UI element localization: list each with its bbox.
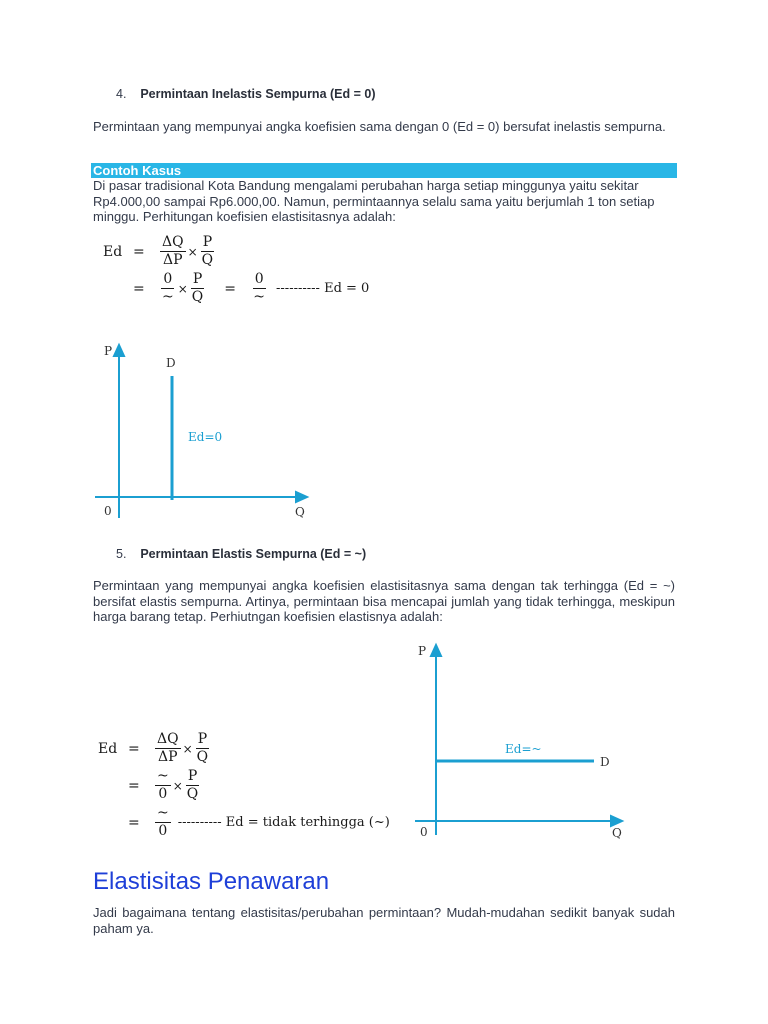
p-axis-label: P: [418, 644, 427, 658]
section-5-title: Permintaan Elastis Sempurna (Ed = ~): [140, 547, 367, 561]
formula-1-eq-3: =: [224, 280, 237, 297]
denominator: 0: [158, 786, 168, 802]
origin-label: 0: [104, 504, 112, 518]
denominator: Q: [191, 289, 204, 305]
denominator: Q: [201, 252, 214, 268]
elasticity-label: Ed=0: [188, 430, 223, 444]
formula-2-eq-2: =: [128, 777, 140, 794]
denominator: ΔP: [163, 252, 183, 268]
section-5-heading: [116, 547, 366, 561]
curve-label: D: [600, 755, 610, 769]
denominator: ~: [162, 289, 174, 305]
numerator: P: [202, 234, 213, 250]
denominator: Q: [196, 749, 209, 765]
elasticity-label: Ed=~: [505, 742, 542, 756]
numerator: P: [187, 768, 198, 784]
section-5-number: 5.: [116, 547, 127, 561]
section-4-paragraph: Permintaan yang mempunyai angka koefisien sama dengan 0 (Ed = 0) bersufat inelastis sempurna.: [93, 119, 666, 134]
formula-1-frac-p-q: [200, 234, 215, 269]
times-sign: ×: [187, 244, 198, 259]
numerator: ΔQ: [162, 234, 184, 250]
formula-1: [103, 234, 369, 306]
times-sign: ×: [177, 281, 188, 296]
section-4-heading: [116, 87, 376, 101]
case-banner: Contoh Kasus: [91, 163, 677, 178]
formula-2-result: ---------- Ed = tidak terhingga (~): [177, 815, 390, 830]
numerator: P: [192, 271, 203, 287]
graph-elastic: [410, 640, 635, 840]
formula-1-frac-0-tilde: [160, 271, 176, 306]
formula-1-eq: =: [133, 243, 145, 260]
denominator: ~: [253, 289, 266, 305]
denominator: Q: [186, 786, 199, 802]
formula-2-frac-p-q-2: [185, 768, 200, 803]
formula-1-frac-dq-dp: [160, 234, 186, 269]
denominator: ΔP: [158, 749, 178, 765]
p-axis-label: P: [104, 344, 113, 358]
formula-1-lhs: Ed: [103, 243, 123, 260]
formula-2-frac-tilde-0: [155, 768, 171, 803]
section-4-number: 4.: [116, 87, 127, 101]
q-axis-label: Q: [295, 505, 305, 519]
numerator: ~: [157, 768, 169, 784]
p-axis-arrow-icon: [114, 345, 124, 356]
p-axis-arrow-icon: [431, 645, 441, 656]
formula-1-frac-p-q-2: [190, 271, 205, 306]
numerator: ΔQ: [157, 731, 179, 747]
formula-2-frac-p-q: [195, 731, 210, 766]
formula-1-eq-2: =: [133, 280, 145, 297]
case-text: Di pasar tradisional Kota Bandung mengalami perubahan harga setiap minggunya yaitu sekitar Rp4.000,00 sampai Rp6.000,00. Namun, permintaannya selalu sama yaitu berjumlah 1 ton setiap minggu. Perhitungan koefisien elastisitasnya adalah:: [93, 178, 655, 224]
formula-2-frac-dq-dp: [155, 731, 181, 766]
q-axis-arrow-icon: [611, 816, 622, 826]
times-sign: ×: [172, 778, 183, 793]
curve-label: D: [166, 356, 176, 370]
numerator: 0: [163, 271, 173, 287]
formula-2-lhs: Ed: [98, 740, 118, 757]
numerator: ~: [157, 805, 169, 821]
formula-1-frac-0-tilde-2: [251, 271, 267, 306]
graph-inelastic: [90, 340, 320, 525]
formula-2-frac-tilde-0-2: [155, 805, 171, 840]
formula-2: [98, 731, 390, 840]
numerator: 0: [254, 271, 264, 287]
q-axis-label: Q: [612, 826, 622, 840]
q-axis-arrow-icon: [296, 492, 307, 502]
formula-1-result: ---------- Ed = 0: [276, 281, 370, 296]
section-heading: Elastisitas Penawaran: [93, 868, 330, 895]
section-5-paragraph: Permintaan yang mempunyai angka koefisien elastisitasnya sama dengan tak terhingga (Ed = ~) bersifat elastis sempurna. Artinya, permintaan bisa mencapai jumlah yang tidak terhingga, meskipun harga barang tetap. Perhiutngan koefisien elastisnya adalah:: [93, 578, 675, 624]
numerator: P: [197, 731, 208, 747]
formula-2-eq: =: [128, 740, 140, 757]
times-sign: ×: [182, 741, 193, 756]
origin-label: 0: [420, 825, 428, 839]
formula-2-eq-3: =: [128, 814, 140, 831]
denominator: 0: [158, 823, 168, 839]
closing-paragraph: Jadi bagaimana tentang elastisitas/perubahan permintaan? Mudah-mudahan sedikit banyak sudah paham ya.: [93, 905, 675, 936]
section-4-title: Permintaan Inelastis Sempurna (Ed = 0): [140, 87, 376, 101]
